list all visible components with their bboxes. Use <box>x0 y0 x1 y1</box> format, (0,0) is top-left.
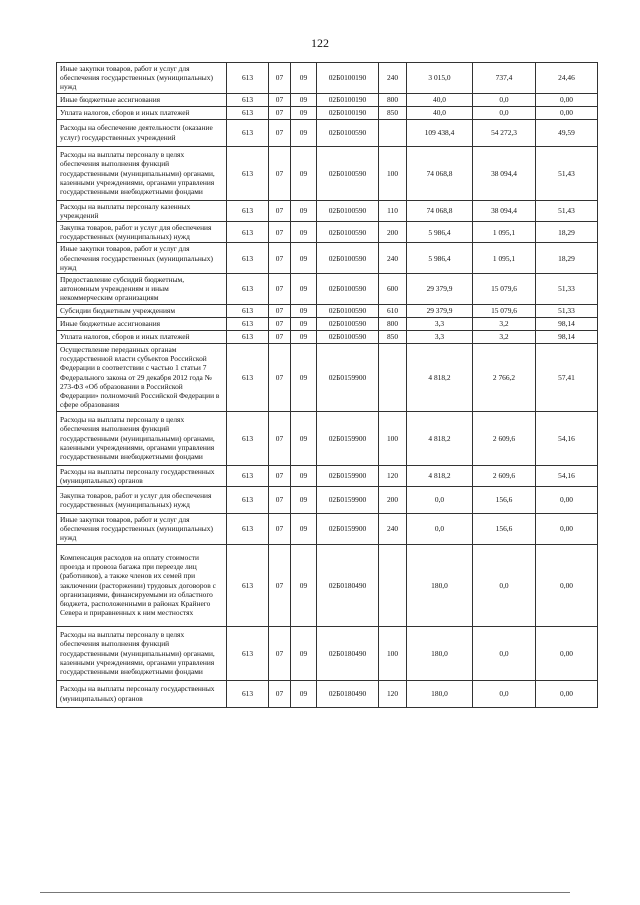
cell-section-code: 07 <box>269 411 291 465</box>
cell-section-code: 07 <box>269 317 291 330</box>
table-row <box>57 119 598 146</box>
cell-subsection-code: 09 <box>291 93 317 106</box>
cell-target-article-code: 02Б0100190 <box>317 63 379 94</box>
cell-name: Уплата налогов, сборов и иных платежей <box>57 106 227 119</box>
cell-expense-type-code <box>379 544 407 626</box>
cell-execution-percent: 51,43 <box>536 200 598 221</box>
cell-execution-percent: 49,59 <box>536 119 598 146</box>
cell-execution-percent: 18,29 <box>536 243 598 274</box>
cell-execution-percent: 0,00 <box>536 680 598 707</box>
cell-expense-type-code: 600 <box>379 274 407 305</box>
cell-subsection-code: 09 <box>291 626 317 680</box>
cell-name: Расходы на выплаты персоналу казенных учреждений <box>57 200 227 221</box>
cell-ministry-code: 613 <box>227 119 269 146</box>
cell-plan-amount: 0,0 <box>407 487 473 514</box>
cell-ministry-code: 613 <box>227 465 269 486</box>
cell-name: Иные бюджетные ассигнования <box>57 317 227 330</box>
cell-target-article-code: 02Б0100590 <box>317 330 379 343</box>
cell-name: Расходы на выплаты персоналу государственных (муниципальных) органов <box>57 680 227 707</box>
cell-name: Субсидии бюджетным учреждениям <box>57 304 227 317</box>
cell-subsection-code: 09 <box>291 63 317 94</box>
cell-execution-percent: 0,00 <box>536 93 598 106</box>
cell-name: Закупка товаров, работ и услуг для обеспечения государственных (муниципальных) нужд <box>57 222 227 243</box>
cell-expense-type-code: 800 <box>379 317 407 330</box>
cell-section-code: 07 <box>269 626 291 680</box>
cell-plan-amount: 5 986,4 <box>407 222 473 243</box>
cell-executed-amount: 0,0 <box>473 93 536 106</box>
cell-expense-type-code: 100 <box>379 146 407 200</box>
cell-name: Расходы на выплаты персоналу в целях обеспечения выполнения функций государственными (муниципальными) органами, казенными учреждениями, органами управления государственными внебюджетными фондами <box>57 411 227 465</box>
cell-subsection-code: 09 <box>291 317 317 330</box>
cell-executed-amount: 156,6 <box>473 487 536 514</box>
cell-subsection-code: 09 <box>291 274 317 305</box>
cell-plan-amount: 180,0 <box>407 626 473 680</box>
cell-execution-percent: 98,14 <box>536 330 598 343</box>
cell-plan-amount: 74 068,8 <box>407 146 473 200</box>
cell-section-code: 07 <box>269 93 291 106</box>
cell-execution-percent: 0,00 <box>536 544 598 626</box>
cell-ministry-code: 613 <box>227 317 269 330</box>
cell-ministry-code: 613 <box>227 222 269 243</box>
budget-table <box>56 62 598 708</box>
page-number: 122 <box>311 36 329 50</box>
cell-section-code: 07 <box>269 63 291 94</box>
cell-executed-amount: 737,4 <box>473 63 536 94</box>
footer-rule <box>40 892 570 893</box>
cell-plan-amount: 40,0 <box>407 106 473 119</box>
cell-target-article-code: 02Б0100590 <box>317 243 379 274</box>
cell-section-code: 07 <box>269 200 291 221</box>
cell-ministry-code: 613 <box>227 411 269 465</box>
cell-target-article-code: 02Б0100590 <box>317 274 379 305</box>
cell-target-article-code: 02Б0100590 <box>317 222 379 243</box>
table-row <box>57 411 598 465</box>
cell-ministry-code: 613 <box>227 680 269 707</box>
cell-ministry-code: 613 <box>227 243 269 274</box>
cell-plan-amount: 4 818,2 <box>407 343 473 411</box>
cell-expense-type-code: 800 <box>379 93 407 106</box>
table-row <box>57 514 598 545</box>
cell-plan-amount: 180,0 <box>407 680 473 707</box>
cell-expense-type-code: 100 <box>379 411 407 465</box>
cell-name: Иные закупки товаров, работ и услуг для обеспечения государственных (муниципальных) нужд <box>57 63 227 94</box>
cell-expense-type-code: 240 <box>379 514 407 545</box>
cell-expense-type-code: 200 <box>379 222 407 243</box>
cell-subsection-code: 09 <box>291 411 317 465</box>
cell-subsection-code: 09 <box>291 243 317 274</box>
cell-execution-percent: 0,00 <box>536 487 598 514</box>
cell-target-article-code: 02Б0100190 <box>317 106 379 119</box>
cell-target-article-code: 02Б0159900 <box>317 465 379 486</box>
cell-expense-type-code: 610 <box>379 304 407 317</box>
cell-ministry-code: 613 <box>227 93 269 106</box>
cell-name: Расходы на обеспечение деятельности (оказание услуг) государственных учреждений <box>57 119 227 146</box>
cell-execution-percent: 54,16 <box>536 411 598 465</box>
cell-subsection-code: 09 <box>291 106 317 119</box>
cell-target-article-code: 02Б0180490 <box>317 544 379 626</box>
cell-name: Иные закупки товаров, работ и услуг для обеспечения государственных (муниципальных) нужд <box>57 514 227 545</box>
cell-executed-amount: 0,0 <box>473 626 536 680</box>
cell-ministry-code: 613 <box>227 343 269 411</box>
cell-executed-amount: 1 095,1 <box>473 222 536 243</box>
cell-plan-amount: 0,0 <box>407 514 473 545</box>
cell-name: Закупка товаров, работ и услуг для обеспечения государственных (муниципальных) нужд <box>57 487 227 514</box>
cell-subsection-code: 09 <box>291 343 317 411</box>
cell-section-code: 07 <box>269 343 291 411</box>
table-row <box>57 330 598 343</box>
cell-plan-amount: 109 438,4 <box>407 119 473 146</box>
cell-name: Расходы на выплаты персоналу в целях обеспечения выполнения функций государственными (муниципальными) органами, казенными учреждениями, органами управления государственными внебюджетными фондами <box>57 626 227 680</box>
cell-name: Предоставление субсидий бюджетным, автономным учреждениям и иным некоммерческим организациям <box>57 274 227 305</box>
cell-execution-percent: 51,43 <box>536 146 598 200</box>
cell-section-code: 07 <box>269 274 291 305</box>
cell-target-article-code: 02Б0159900 <box>317 487 379 514</box>
cell-execution-percent: 54,16 <box>536 465 598 486</box>
cell-executed-amount: 0,0 <box>473 680 536 707</box>
table-row <box>57 317 598 330</box>
cell-expense-type-code: 100 <box>379 626 407 680</box>
cell-ministry-code: 613 <box>227 544 269 626</box>
table-body <box>57 63 598 708</box>
cell-plan-amount: 3,3 <box>407 317 473 330</box>
cell-expense-type-code: 850 <box>379 106 407 119</box>
cell-target-article-code: 02Б0159900 <box>317 514 379 545</box>
cell-executed-amount: 2 766,2 <box>473 343 536 411</box>
table-row <box>57 146 598 200</box>
cell-target-article-code: 02Б0159900 <box>317 343 379 411</box>
cell-plan-amount: 29 379,9 <box>407 274 473 305</box>
cell-executed-amount: 15 079,6 <box>473 274 536 305</box>
cell-plan-amount: 180,0 <box>407 544 473 626</box>
cell-executed-amount: 0,0 <box>473 106 536 119</box>
cell-subsection-code: 09 <box>291 487 317 514</box>
cell-target-article-code: 02Б0180490 <box>317 626 379 680</box>
table-row <box>57 222 598 243</box>
table-row <box>57 93 598 106</box>
cell-target-article-code: 02Б0100190 <box>317 93 379 106</box>
cell-ministry-code: 613 <box>227 200 269 221</box>
cell-execution-percent: 0,00 <box>536 514 598 545</box>
cell-ministry-code: 613 <box>227 304 269 317</box>
cell-section-code: 07 <box>269 146 291 200</box>
cell-name: Расходы на выплаты персоналу государственных (муниципальных) органов <box>57 465 227 486</box>
cell-plan-amount: 5 986,4 <box>407 243 473 274</box>
cell-execution-percent: 98,14 <box>536 317 598 330</box>
cell-ministry-code: 613 <box>227 487 269 514</box>
table-row <box>57 274 598 305</box>
cell-name: Иные закупки товаров, работ и услуг для обеспечения государственных (муниципальных) нужд <box>57 243 227 274</box>
cell-execution-percent: 0,00 <box>536 106 598 119</box>
cell-subsection-code: 09 <box>291 514 317 545</box>
cell-section-code: 07 <box>269 465 291 486</box>
table-row <box>57 487 598 514</box>
cell-target-article-code: 02Б0100590 <box>317 119 379 146</box>
cell-executed-amount: 2 609,6 <box>473 465 536 486</box>
cell-section-code: 07 <box>269 243 291 274</box>
cell-plan-amount: 29 379,9 <box>407 304 473 317</box>
cell-execution-percent: 57,41 <box>536 343 598 411</box>
cell-subsection-code: 09 <box>291 200 317 221</box>
cell-executed-amount: 54 272,3 <box>473 119 536 146</box>
cell-expense-type-code: 120 <box>379 465 407 486</box>
cell-plan-amount: 4 818,2 <box>407 411 473 465</box>
cell-ministry-code: 613 <box>227 274 269 305</box>
cell-expense-type-code: 120 <box>379 680 407 707</box>
cell-executed-amount: 38 094,4 <box>473 200 536 221</box>
cell-subsection-code: 09 <box>291 544 317 626</box>
cell-target-article-code: 02Б0180490 <box>317 680 379 707</box>
cell-plan-amount: 3 015,0 <box>407 63 473 94</box>
cell-expense-type-code: 240 <box>379 243 407 274</box>
cell-target-article-code: 02Б0100590 <box>317 317 379 330</box>
cell-ministry-code: 613 <box>227 514 269 545</box>
table-row <box>57 106 598 119</box>
cell-plan-amount: 40,0 <box>407 93 473 106</box>
cell-section-code: 07 <box>269 330 291 343</box>
cell-section-code: 07 <box>269 106 291 119</box>
cell-executed-amount: 15 079,6 <box>473 304 536 317</box>
table-row <box>57 680 598 707</box>
cell-subsection-code: 09 <box>291 222 317 243</box>
cell-executed-amount: 38 094,4 <box>473 146 536 200</box>
cell-execution-percent: 51,33 <box>536 304 598 317</box>
cell-name: Расходы на выплаты персоналу в целях обеспечения выполнения функций государственными (муниципальными) органами, казенными учреждениями, органами управления государственными внебюджетными фондами <box>57 146 227 200</box>
cell-expense-type-code <box>379 343 407 411</box>
table-row <box>57 63 598 94</box>
table-row <box>57 626 598 680</box>
table-row <box>57 544 598 626</box>
cell-target-article-code: 02Б0100590 <box>317 146 379 200</box>
cell-expense-type-code: 200 <box>379 487 407 514</box>
cell-expense-type-code <box>379 119 407 146</box>
cell-expense-type-code: 240 <box>379 63 407 94</box>
cell-subsection-code: 09 <box>291 680 317 707</box>
cell-name: Компенсация расходов на оплату стоимости проезда и провоза багажа при переезде лиц (работников), а также членов их семей при заключении (расторжении) трудовых договоров с организациями, финансируемыми из областного бюджета, расположенными в районах Крайнего Севера и приравненных к ним местностях <box>57 544 227 626</box>
cell-target-article-code: 02Б0159900 <box>317 411 379 465</box>
cell-subsection-code: 09 <box>291 304 317 317</box>
cell-ministry-code: 613 <box>227 330 269 343</box>
table-row <box>57 200 598 221</box>
table-row <box>57 243 598 274</box>
cell-expense-type-code: 850 <box>379 330 407 343</box>
cell-executed-amount: 1 095,1 <box>473 243 536 274</box>
cell-target-article-code: 02Б0100590 <box>317 200 379 221</box>
cell-section-code: 07 <box>269 487 291 514</box>
cell-section-code: 07 <box>269 119 291 146</box>
cell-plan-amount: 74 068,8 <box>407 200 473 221</box>
cell-ministry-code: 613 <box>227 146 269 200</box>
cell-section-code: 07 <box>269 680 291 707</box>
cell-executed-amount: 156,6 <box>473 514 536 545</box>
cell-ministry-code: 613 <box>227 626 269 680</box>
cell-ministry-code: 613 <box>227 106 269 119</box>
cell-execution-percent: 18,29 <box>536 222 598 243</box>
cell-name: Осуществление переданных органам государственной власти субъектов Российской Федерации в соответствии с частью 1 статьи 7 Федерального закона от 29 декабря 2012 года № 273-ФЗ «Об образовании в Российской Федерации» полномочий Российской Федерации в сфере образования <box>57 343 227 411</box>
cell-expense-type-code: 110 <box>379 200 407 221</box>
cell-execution-percent: 0,00 <box>536 626 598 680</box>
cell-ministry-code: 613 <box>227 63 269 94</box>
cell-subsection-code: 09 <box>291 119 317 146</box>
cell-executed-amount: 2 609,6 <box>473 411 536 465</box>
cell-target-article-code: 02Б0100590 <box>317 304 379 317</box>
cell-executed-amount: 3,2 <box>473 317 536 330</box>
cell-execution-percent: 51,33 <box>536 274 598 305</box>
cell-plan-amount: 4 818,2 <box>407 465 473 486</box>
cell-section-code: 07 <box>269 544 291 626</box>
table-row <box>57 304 598 317</box>
cell-plan-amount: 3,3 <box>407 330 473 343</box>
table-row <box>57 343 598 411</box>
cell-executed-amount: 0,0 <box>473 544 536 626</box>
cell-subsection-code: 09 <box>291 146 317 200</box>
cell-subsection-code: 09 <box>291 330 317 343</box>
cell-section-code: 07 <box>269 304 291 317</box>
cell-name: Уплата налогов, сборов и иных платежей <box>57 330 227 343</box>
table-row <box>57 465 598 486</box>
cell-section-code: 07 <box>269 514 291 545</box>
cell-subsection-code: 09 <box>291 465 317 486</box>
cell-name: Иные бюджетные ассигнования <box>57 93 227 106</box>
cell-executed-amount: 3,2 <box>473 330 536 343</box>
cell-section-code: 07 <box>269 222 291 243</box>
cell-execution-percent: 24,46 <box>536 63 598 94</box>
